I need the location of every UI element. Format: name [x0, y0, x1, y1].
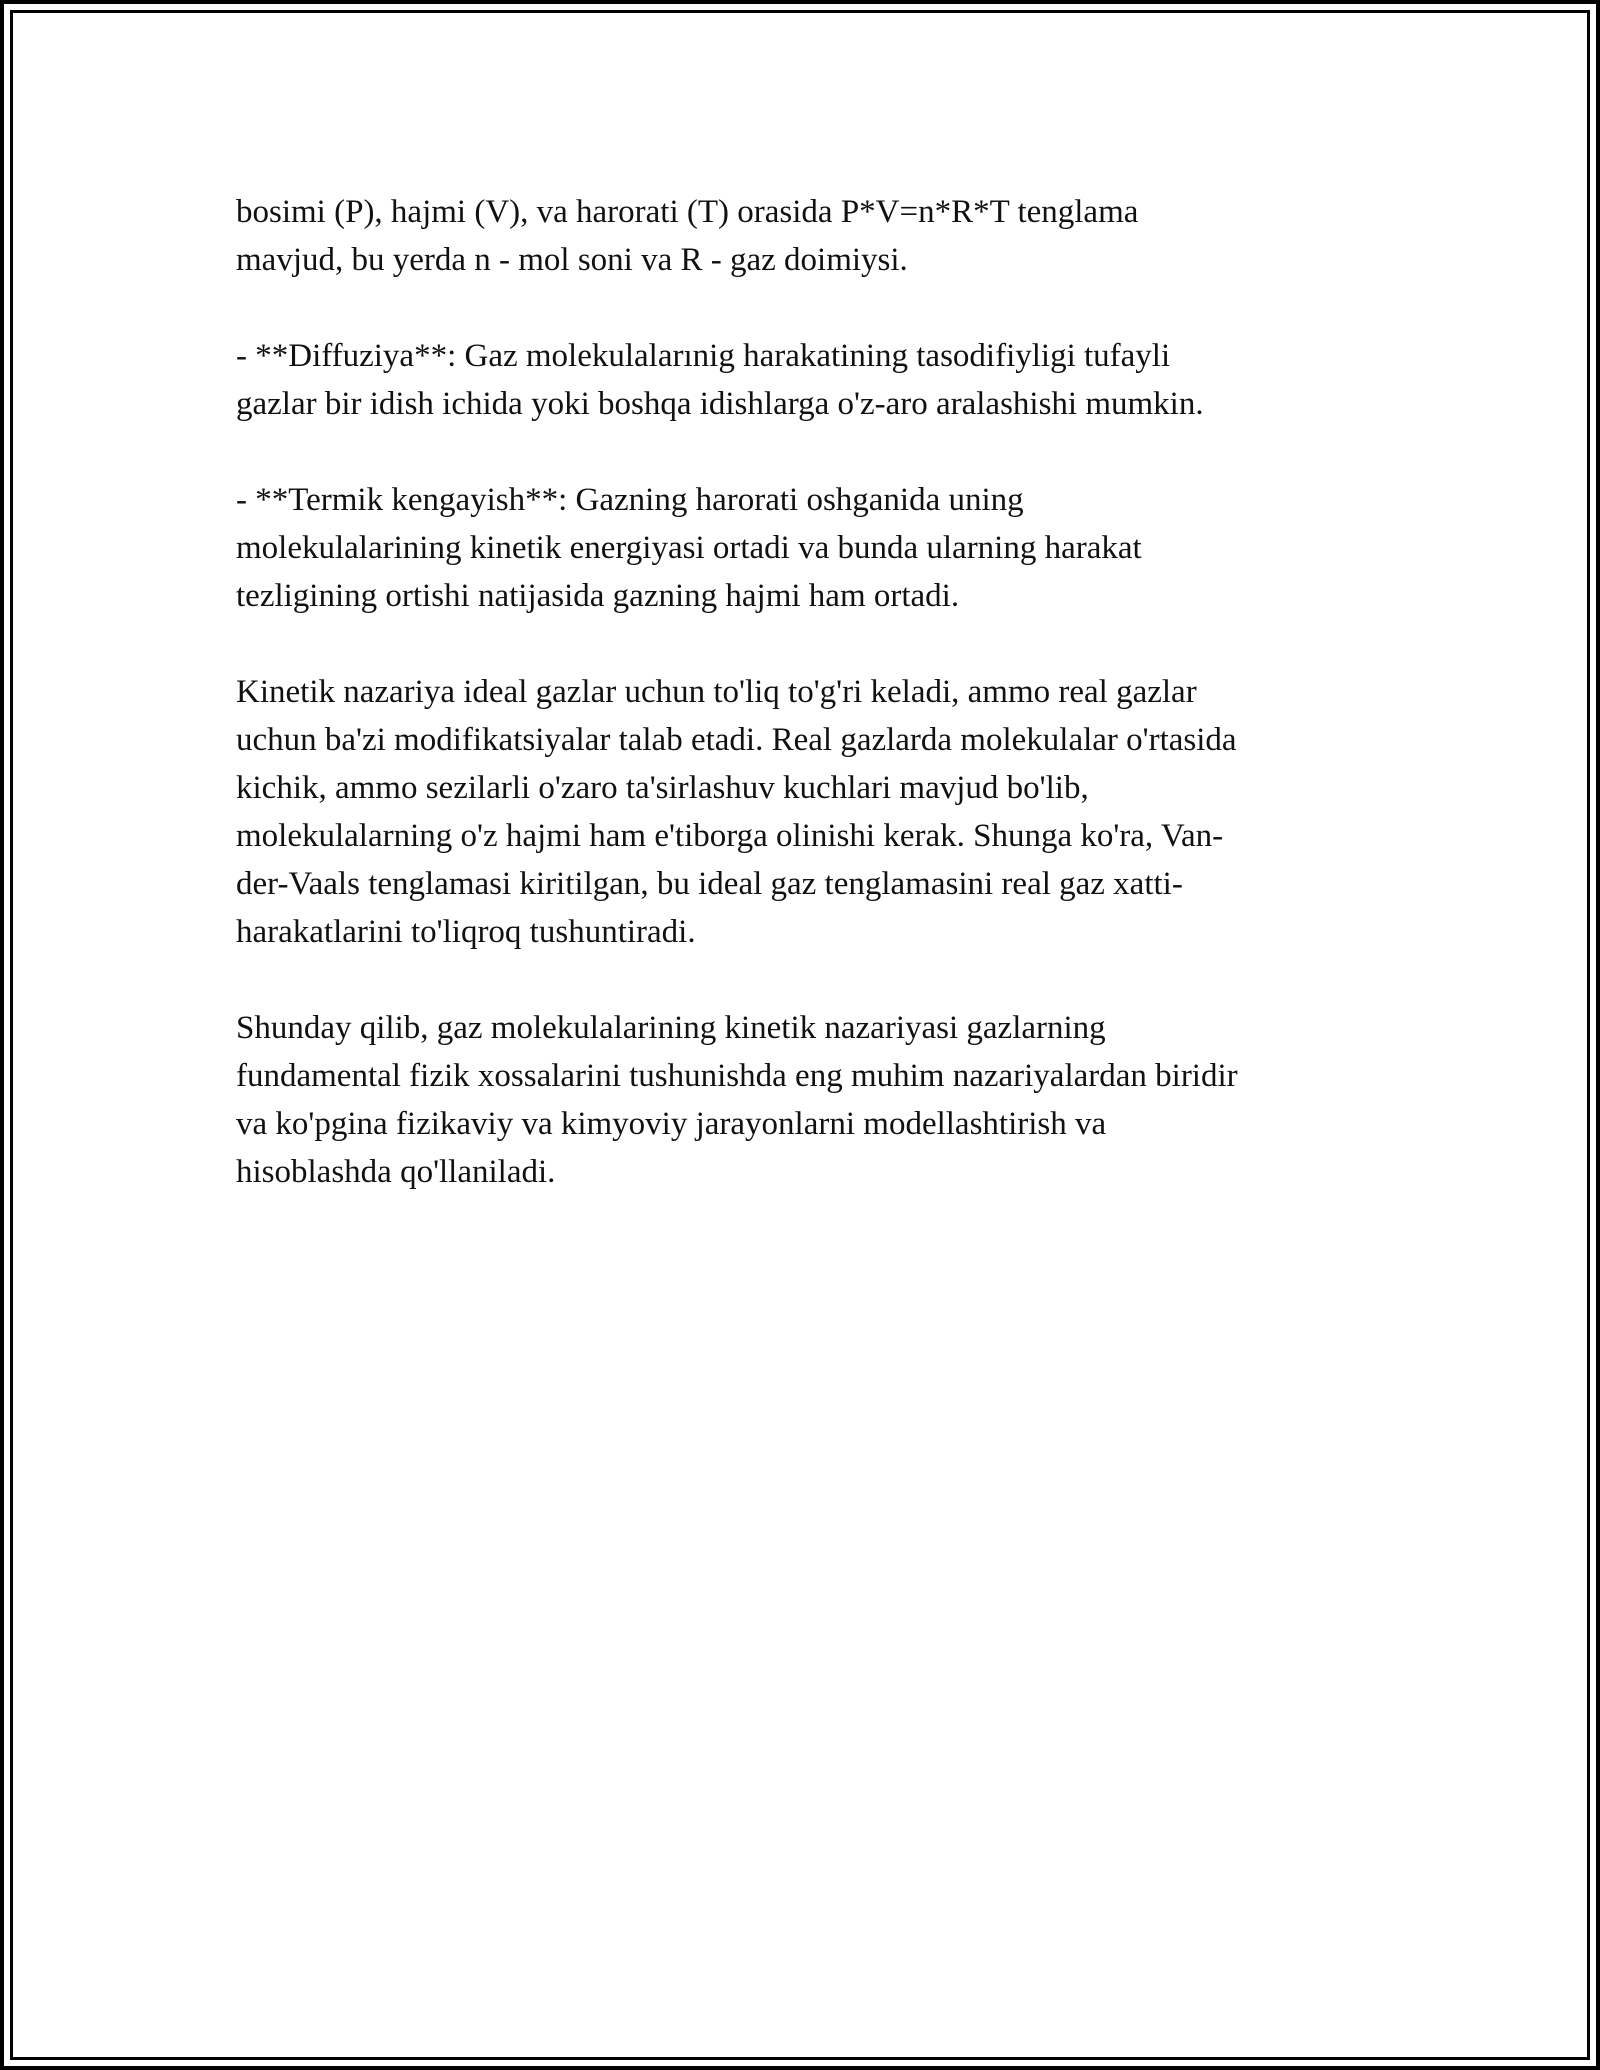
paragraph-thermal-expansion [236, 476, 1366, 620]
text-line: - **Termik kengayish**: Gazning harorati oshganida uning [236, 482, 1024, 518]
text-line: gazlar bir idish ichida yoki boshqa idishlarga o'z-aro aralashishi mumkin. [236, 386, 1204, 422]
document-body [236, 188, 1366, 1196]
text-line: kichik, ammo sezilarli o'zaro ta'sirlashuv kuchlari mavjud bo'lib, [236, 770, 1089, 806]
text-line: Kinetik nazariya ideal gazlar uchun to'liq to'g'ri keladi, ammo real gazlar [236, 674, 1197, 710]
text-line: - **Diffuziya**: Gaz molekulalarınig harakatining tasodifiyligi tufayli [236, 338, 1171, 374]
text-line: bosimi (P), hajmi (V), va harorati (T) orasida P*V=n*R*T tenglama [236, 194, 1139, 230]
paragraph-diffusion [236, 332, 1366, 428]
text-line: fundamental fizik xossalarini tushunishda eng muhim nazariyalardan biridir [236, 1058, 1238, 1094]
text-line: Shunday qilib, gaz molekulalarining kinetik nazariyasi gazlarning [236, 1010, 1106, 1046]
text-line: harakatlarini to'liqroq tushuntiradi. [236, 914, 696, 950]
paragraph-conclusion [236, 1004, 1366, 1196]
text-line: molekulalarning o'z hajmi ham e'tiborga olinishi kerak. Shunga ko'ra, Van- [236, 818, 1224, 854]
text-line: tezligining ortishi natijasida gazning hajmi ham ortadi. [236, 578, 960, 614]
text-line: va ko'pgina fizikaviy va kimyoviy jarayonlarni modellashtirish va [236, 1106, 1107, 1142]
text-line: hisoblashda qo'llaniladi. [236, 1154, 556, 1190]
text-line: mavjud, bu yerda n - mol soni va R - gaz doimiysi. [236, 242, 908, 278]
text-line: molekulalarining kinetik energiyasi ortadi va bunda ularning harakat [236, 530, 1142, 566]
text-line: der-Vaals tenglamasi kiritilgan, bu ideal gaz tenglamasini real gaz xatti- [236, 866, 1183, 902]
paragraph-real-gases [236, 668, 1366, 956]
text-line: uchun ba'zi modifikatsiyalar talab etadi. Real gazlarda molekulalar o'rtasida [236, 722, 1237, 758]
paragraph-gas-law [236, 188, 1366, 284]
